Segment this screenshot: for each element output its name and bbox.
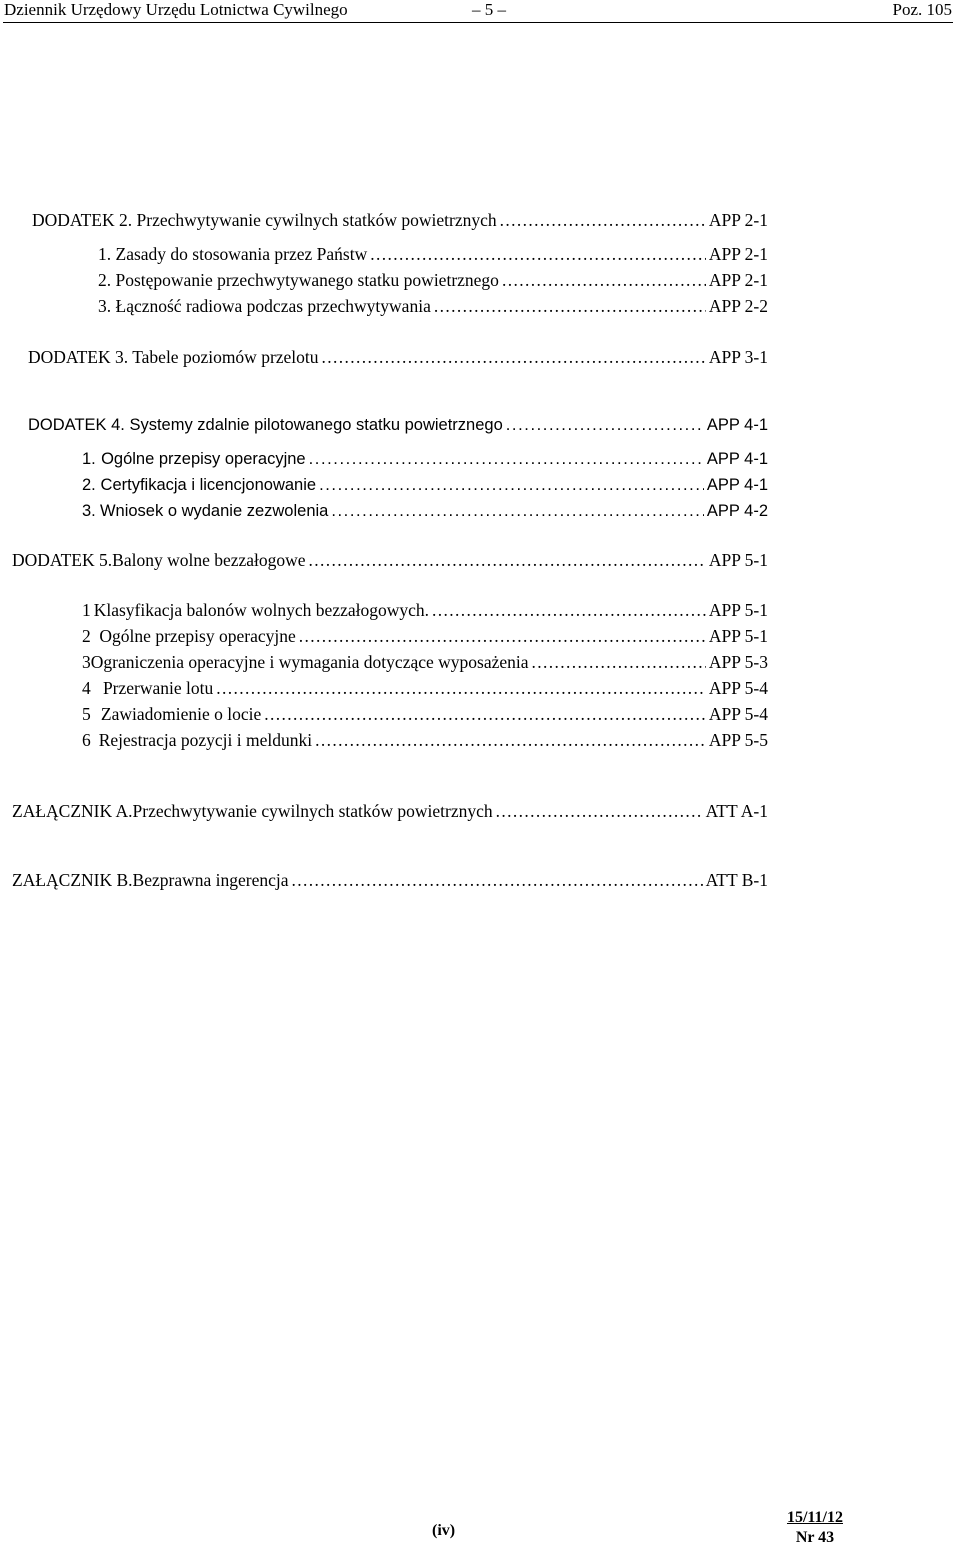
toc-leader-dots [434,296,706,317]
toc-entry-zalacznik-b[interactable] [12,870,768,894]
toc-entry-title: Balony wolne bezzałogowe [112,550,306,570]
toc-entry-number: 3 [82,652,91,672]
toc-entry[interactable] [98,244,768,268]
toc-leader-dots [216,678,706,699]
toc-entry-number: 2 [82,626,91,646]
toc-entry[interactable] [82,678,768,702]
toc-entry-page: APP 2-2 [708,296,768,316]
toc-entry-page: APP 5-4 [708,704,768,724]
toc-entry-page: APP 5-1 [708,600,768,620]
toc-entry-number: 4 [82,678,91,698]
toc-entry[interactable] [82,730,768,754]
toc-entry-title: DODATEK 3. Tabele poziomów przelotu [28,347,319,367]
toc-entry-page: APP 5-4 [708,678,768,698]
toc-entry-page: APP 5-3 [708,652,768,672]
toc-entry[interactable] [82,652,768,676]
toc-entry-number: 1 [82,600,91,620]
toc-entry-title: Zawiadomienie o locie [100,704,262,724]
toc-leader-dots [309,550,706,571]
toc-leader-dots [319,476,704,495]
toc-leader-dots [322,347,706,368]
toc-entry[interactable] [82,502,768,526]
toc-entry[interactable] [82,600,768,624]
header-rule [3,22,953,23]
toc-leader-dots [532,652,706,673]
page-header [4,0,952,22]
journal-title: Dziennik Urzędowy Urzędu Lotnictwa Cywilnego [4,0,348,19]
toc-leader-dots [299,626,706,647]
toc-leader-dots [315,730,706,751]
toc-entry-title: Ogólne przepisy operacyjne [101,450,306,468]
toc-entry-page: APP 5-1 [708,626,768,646]
toc-entry-page: APP 5-5 [708,730,768,750]
toc-entry-page: APP 2-1 [708,210,768,230]
toc-entry-number: DODATEK 5. [12,550,113,570]
toc-entry-number: 3. [82,502,96,520]
toc-entry-page: ATT B-1 [705,870,768,890]
toc-entry-title: 2. Postępowanie przechwytywanego statku powietrznego [98,270,499,290]
toc-entry-dodatek-3[interactable] [28,347,768,371]
toc-entry-title: Rejestracja pozycji i meldunki [98,730,313,750]
toc-entry-number: 1. [82,450,96,468]
toc-leader-dots [264,704,706,725]
toc-entry-page: ATT A-1 [705,801,768,821]
toc-entry-page: APP 4-1 [706,416,768,434]
toc-entry-title: Przerwanie lotu [102,678,214,698]
toc-entry-page: APP 3-1 [708,347,768,367]
toc-entry-page: APP 2-1 [708,244,768,264]
toc-entry-page: APP 4-1 [706,450,768,468]
toc-leader-dots [432,600,706,621]
issue-info [770,1508,860,1548]
toc-entry-page: APP 4-2 [706,502,768,520]
toc-entry-title: Klasyfikacja balonów wolnych bezzałogowych. [93,600,430,620]
toc-entry-number: ZAŁĄCZNIK A. [12,801,133,821]
position-number: Poz. 105 [892,0,952,19]
toc-leader-dots [370,244,706,265]
toc-entry-dodatek-5[interactable] [12,550,768,574]
toc-entry-number: ZAŁĄCZNIK B. [12,870,133,890]
toc-entry[interactable] [98,296,768,320]
issue-date: 15/11/12 [786,1509,843,1526]
toc-leader-dots [506,416,704,435]
toc-entry[interactable] [98,270,768,294]
toc-entry-title: Bezprawna ingerencja [132,870,289,890]
toc-entry[interactable] [82,450,768,474]
toc-entry-title: Ograniczenia operacyjne i wymagania dotyczące wyposażenia [90,652,529,672]
toc-entry-title: 1. Zasady do stosowania przez Państw [98,244,368,264]
toc-leader-dots [309,450,704,469]
toc-entry-zalacznik-a[interactable] [12,801,768,825]
toc-entry[interactable] [82,626,768,650]
toc-leader-dots [502,270,706,291]
page-folio: (iv) [432,1522,456,1539]
toc-entry[interactable] [82,476,768,500]
toc-entry-number: 6 [82,730,91,750]
toc-entry-title: Ogólne przepisy operacyjne [99,626,296,646]
toc-leader-dots [496,801,703,822]
toc-leader-dots [331,502,704,521]
issue-number: Nr 43 [795,1529,835,1546]
toc-entry-dodatek-4[interactable] [28,416,768,440]
toc-entry-title: DODATEK 2. Przechwytywanie cywilnych statków powietrznych [32,210,497,230]
toc-leader-dots [500,210,706,231]
toc-entry-page: APP 4-1 [706,476,768,494]
toc-entry-dodatek-2[interactable] [32,210,768,234]
toc-leader-dots [292,870,703,891]
toc-entry-page: APP 2-1 [708,270,768,290]
toc-entry-title: Przechwytywanie cywilnych statków powietrznych [132,801,493,821]
toc-entry-number: 2. [82,476,96,494]
toc-entry-title: Certyfikacja i licencjonowanie [100,476,317,494]
page-number: – 5 – [472,0,506,19]
toc-entry-title: 3. Łączność radiowa podczas przechwytywania [98,296,431,316]
toc-entry-page: APP 5-1 [708,550,768,570]
toc-entry-title: DODATEK 4. Systemy zdalnie pilotowanego statku powietrznego [28,416,503,434]
toc-entry-number: 5 [82,704,91,724]
toc-entry[interactable] [82,704,768,728]
toc-entry-title: Wniosek o wydanie zezwolenia [99,502,329,520]
